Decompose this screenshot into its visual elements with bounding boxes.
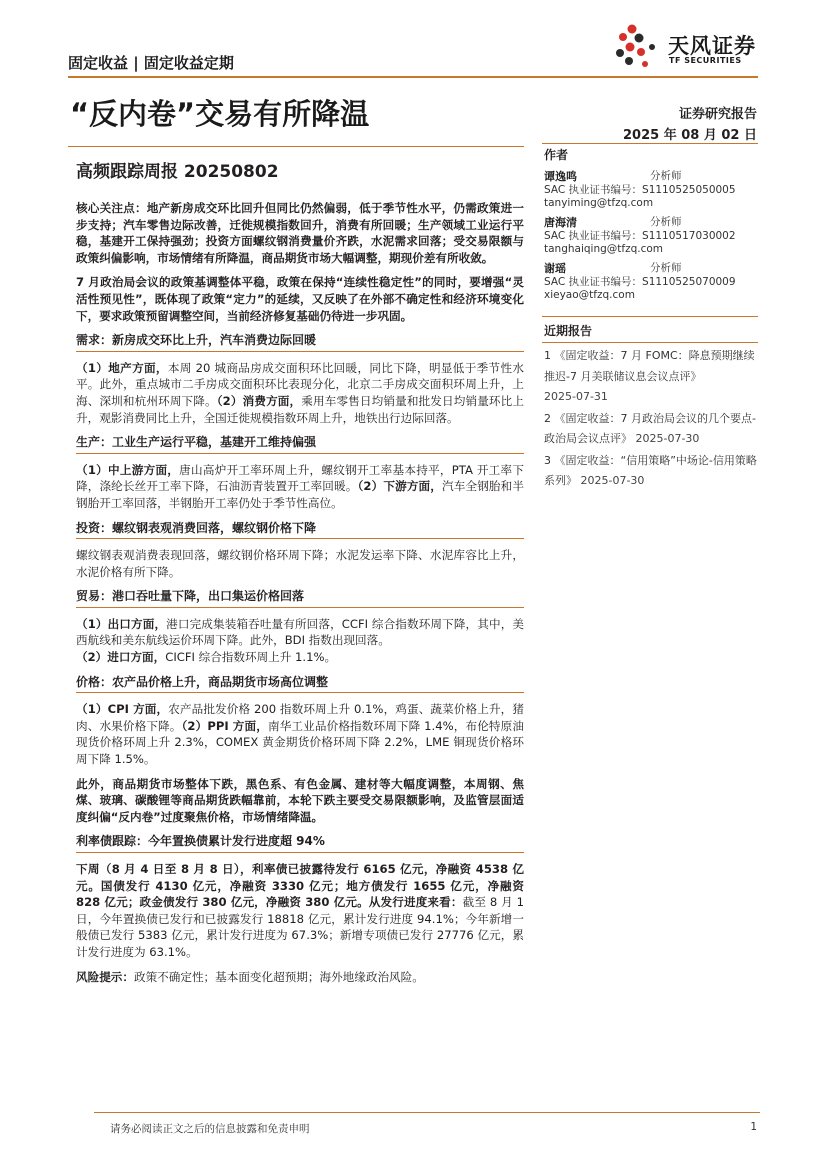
- authors-heading: 作者: [544, 148, 569, 162]
- demand-paragraph: （1）地产方面，本周 20 城商品房成交面积环比回暖，同比下降，明显低于季节性水平。此外，重点城市二手房成交面积环比表现分化，北京二手房成交面积环周上升，上海、深圳和杭州环周下降。（2）消费方面，乘用车零售日均销量和批发日均销量环比上升，观影消费同比上升，全国迁徙规模指数环周上升，地铁出行边际回落。: [76, 360, 524, 425]
- recent-report-item[interactable]: 1 《固定收益：7 月 FOMC：降息预期继续推迟-7 月美联储议息会议点评》 2025-07-31: [544, 349, 755, 403]
- author-cert: SAC 执业证书编号：S1110525050005: [544, 184, 736, 196]
- investment-paragraph: 螺纹钢表观消费表现回落，螺纹钢价格环周下降；水泥发运率下降、水泥库容比上升，水泥价格有所下降。: [76, 548, 524, 579]
- section-heading-trade: 贸易：港口吞吐量下降，出口集运价格回落: [76, 588, 524, 608]
- recent-report-date: 2025-07-30: [580, 474, 645, 487]
- trade-paragraph: （1）出口方面，港口完成集装箱吞吐量有所回落，CCFI 综合指数环周下降，其中，美西航线和美东航线运价环周下降。此外，BDI 指数出现回落。 （2）进口方面，CICFI 综合指数环周上升 1.1%。: [76, 616, 524, 665]
- report-subtitle: 高频跟踪周报 20250802: [76, 162, 279, 182]
- logo-subtext: TF SECURITIES: [669, 56, 742, 65]
- header-divider: [68, 76, 758, 78]
- page-number: 1: [750, 1121, 757, 1133]
- recent-reports-list: [544, 346, 758, 493]
- author-name: 谭逸鸣: [544, 170, 577, 183]
- footer-disclaimer[interactable]: 请务必阅读正文之后的信息披露和免责申明: [110, 1123, 310, 1135]
- recent-reports-heading: 近期报告: [544, 324, 593, 338]
- recent-report-item[interactable]: 2 《固定收益：7 月政治局会议的几个要点-政治局会议点评》 2025-07-30: [544, 411, 756, 445]
- section-heading-price: 价格：农产品价格上升，商品期货市场高位调整: [76, 674, 524, 694]
- author-role: 分析师: [650, 262, 682, 274]
- section-heading-bonds: 利率债跟踪：今年置换债累计发行进度超 94%: [76, 833, 524, 853]
- author-cert: SAC 执业证书编号：S1110517030002: [544, 230, 736, 242]
- author-email[interactable]: tanghaiqing@tfzq.com: [544, 243, 664, 255]
- report-title: “反内卷”交易有所降温: [70, 97, 370, 131]
- politburo-paragraph: 7 月政治局会议的政策基调整体平稳，政策在保持“连续性稳定性”的同时，要增强“灵活性预见性”，既体现了政策“定力”的延续，又反映了在外部不确定性和经济环境变化下，要求政策预留调整空间，当前经济修复基础仍待进一步巩固。: [76, 275, 524, 323]
- recent-report-date: 2025-07-30: [635, 432, 700, 445]
- author-card: [544, 170, 758, 210]
- sidebar-divider: [542, 316, 758, 317]
- author-email[interactable]: tanyiming@tfzq.com: [544, 197, 654, 209]
- sidebar-divider: [542, 143, 758, 144]
- footer-divider: [94, 1112, 760, 1113]
- production-paragraph: （1）中上游方面，唐山高炉开工率环周上升，螺纹钢开工率基本持平，PTA 开工率下降，涤纶长丝开工率下降，石油沥青装置开工率回暖。（2）下游方面，汽车全钢胎和半钢胎开工率回落，半钢胎开工率仍处于季节性高位。: [76, 462, 524, 510]
- report-type: 证券研究报告: [678, 107, 757, 122]
- author-email[interactable]: xieyao@tfzq.com: [544, 289, 635, 301]
- section-heading-demand: 需求：新房成交环比上升，汽车消费边际回暖: [76, 332, 524, 352]
- futures-paragraph: 此外，商品期货市场整体下跌，黑色系、有色金属、建材等大幅度调整，本周钢、焦煤、玻璃、碳酸锂等商品期货跌幅靠前，本轮下跌主要受交易限额影响，及监管层面适度纠偏“反内卷”过度聚焦价格，市场情绪降温。: [76, 776, 524, 824]
- author-name: 唐海清: [544, 216, 577, 229]
- subtitle-divider: [68, 146, 524, 147]
- author-card: [544, 216, 758, 256]
- report-category: 固定收益 | 固定收益定期: [68, 54, 234, 72]
- author-card: [544, 262, 758, 302]
- logo-text: 天风证券: [668, 34, 756, 58]
- risk-paragraph: 风险提示：政策不确定性；基本面变化超预期；海外地缘政治风险。: [76, 969, 424, 984]
- bond-paragraph: 下周（8 月 4 日至 8 月 8 日），利率债已披露待发行 6165 亿元，净融资 4538 亿元。国债发行 4130 亿元，净融资 3330 亿元；地方债发行 1655 亿元，净融资 828 亿元；政金债发行 380 亿元，净融资 380 亿元。从发行进度来看：截至 8 月 1 日，今年置换债已发行和已披露发行 18818 亿元，累计发行进度 94.1%；今年新增一般债已发行 5383 亿元，累计发行进度为 67.3%；新增专项债已发行 27776 亿元，累计发行进度为 63.1%。: [76, 862, 524, 959]
- main-content: [76, 200, 524, 985]
- section-heading-production: 生产：工业生产运行平稳，基建开工维持偏强: [76, 434, 524, 454]
- core-summary: 核心关注点：地产新房成交环比回升但同比仍然偏弱，低于季节性水平，仍需政策进一步支持；汽车零售边际改善，迁徙规模指数回升，消费有所回暖；生产领域工业运行平稳，基建开工保持强劲；投资方面螺纹钢消费量价齐跌，水泥需求回落；受交易限额与政策纠偏影响，市场情绪有所降温，商品期货市场大幅调整，期现价差有所收敛。: [76, 201, 524, 265]
- recent-report-item[interactable]: 3 《固定收益：“信用策略”中场论-信用策略系列》 2025-07-30: [544, 453, 757, 487]
- sidebar-divider: [542, 342, 758, 343]
- author-cert: SAC 执业证书编号：S1110525070009: [544, 276, 736, 288]
- price-paragraph: （1）CPI 方面，农产品批发价格 200 指数环周上升 0.1%，鸡蛋、蔬菜价格上升，猪肉、水果价格下降。（2）PPI 方面，南华工业品价格指数环周下降 1.4%，布伦特原油现货价格环周上升 2.3%，COMEX 黄金期货价格环周下降 2.2%，LME 铜现货价格环周下降 1.5%。: [76, 702, 524, 767]
- author-role: 分析师: [650, 216, 682, 228]
- report-date: 2025 年 08 月 02 日: [623, 128, 757, 143]
- author-name: 谢瑶: [544, 262, 566, 275]
- section-heading-investment: 投资：螺纹钢表观消费回落，螺纹钢价格下降: [76, 520, 524, 540]
- recent-report-date: 2025-07-31: [544, 390, 608, 403]
- author-role: 分析师: [650, 170, 682, 182]
